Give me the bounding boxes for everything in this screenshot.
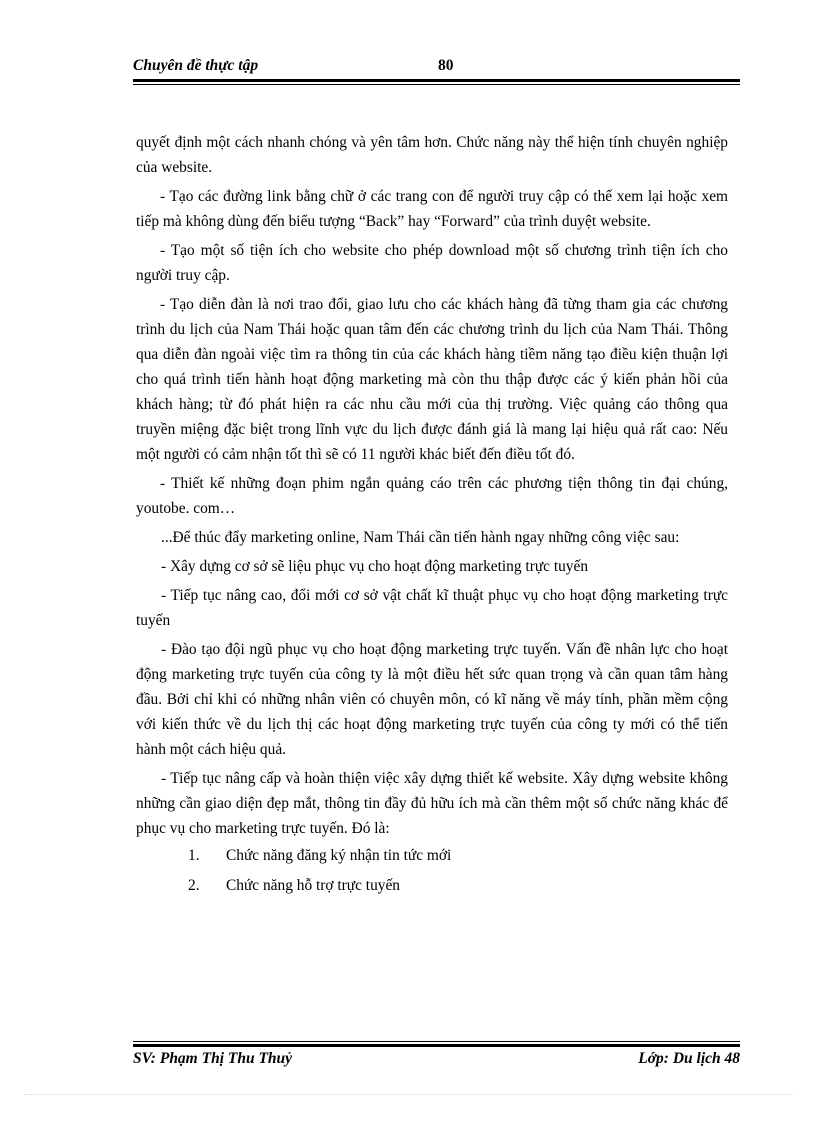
- paragraph: - Tạo một số tiện ích cho website cho phép download một số chương trình tiện ích cho người truy cập.: [136, 242, 728, 284]
- footer-class: Lớp: Du lịch 48: [638, 1050, 740, 1067]
- list-item: [136, 843, 728, 868]
- header-title: Chuyên đề thực tập: [133, 57, 259, 74]
- header-rule-thin: [133, 84, 740, 85]
- footer-rule-thin: [133, 1041, 740, 1042]
- page-number: 80: [438, 57, 454, 74]
- header-rule-thick: [133, 79, 740, 82]
- paragraph: - Tạo các đường link bằng chữ ở các trang con để người truy cập có thể xem lại hoặc xem tiếp mà không dùng đến biểu tượng “Back” hay “Forward” của trình duyệt website.: [136, 188, 728, 230]
- list-item-number: 2.: [188, 877, 200, 894]
- page-header: [133, 56, 740, 78]
- list-item-number: 1.: [188, 847, 200, 864]
- paragraph: - Đào tạo đội ngũ phục vụ cho hoạt động marketing trực tuyến. Vấn đề nhân lực cho hoạt động marketing trực tuyến của công ty là một điều hết sức quan trọng và cần quan tâm hàng đầu. Bởi chỉ khi có những nhân viên có chuyên môn, có kĩ năng về máy tính, phần mềm cộng với kiến thức về du lịch thị các hoạt động marketing trực tuyến của công ty mới có thể tiến hành một cách hiệu quả.: [136, 641, 728, 758]
- list-item-text: Chức năng hỗ trợ trực tuyến: [226, 877, 400, 894]
- numbered-list: [136, 843, 728, 898]
- paragraph: ...Để thúc đẩy marketing online, Nam Thái cần tiến hành ngay những công việc sau:: [161, 529, 680, 546]
- paragraph: - Tiếp tục nâng cao, đổi mới cơ sở vật chất kĩ thuật phục vụ cho hoạt động marketing trực tuyến: [136, 587, 728, 629]
- document-body: [136, 130, 728, 903]
- list-item: [136, 873, 728, 898]
- paragraph: - Tạo diễn đàn là nơi trao đổi, giao lưu cho các khách hàng đã từng tham gia các chương trình du lịch của Nam Thái hoặc quan tâm đến các chương trình du lịch của Nam Thái. Thông qua diễn đàn ngoài việc tìm ra thông tin của các khách hàng tiềm năng tạo điều kiện thuận lợi cho quá trình tiến hành hoạt động marketing mà còn thu thập được các ý kiến phản hồi của khách hàng; từ đó phát hiện ra các nhu cầu mới của thị trường. Việc quảng cáo thông qua truyền miệng đặc biệt trong lĩnh vực du lịch được đánh giá là mang lại hiệu quả rất cao: Nếu một người có cảm nhận tốt thì sẽ có 11 người khác biết đến điều tốt đó.: [136, 296, 728, 463]
- paragraph: - Xây dựng cơ sở sẽ liệu phục vụ cho hoạt động marketing trực tuyến: [161, 558, 589, 575]
- paragraph: - Thiết kế những đoạn phim ngắn quảng cáo trên các phương tiện thông tin đại chúng, youtobe. com…: [136, 475, 728, 517]
- list-item-text: Chức năng đăng ký nhận tin tức mới: [226, 847, 452, 864]
- footer-student: SV: Phạm Thị Thu Thuỷ: [133, 1050, 293, 1067]
- page-bottom-dotted-line: [24, 1094, 794, 1095]
- page-footer: [133, 1050, 740, 1070]
- paragraph: - Tiếp tục nâng cấp và hoàn thiện việc xây dựng thiết kế website. Xây dựng website không những cần giao diện đẹp mắt, thông tin đầy đủ hữu ích mà cần thêm một số chức năng khác để phục vụ cho marketing trực tuyến. Đó là:: [136, 770, 728, 837]
- paragraph: quyết định một cách nhanh chóng và yên tâm hơn. Chức năng này thể hiện tính chuyên nghiệp của website.: [136, 134, 728, 176]
- footer-rule-thick: [133, 1044, 740, 1047]
